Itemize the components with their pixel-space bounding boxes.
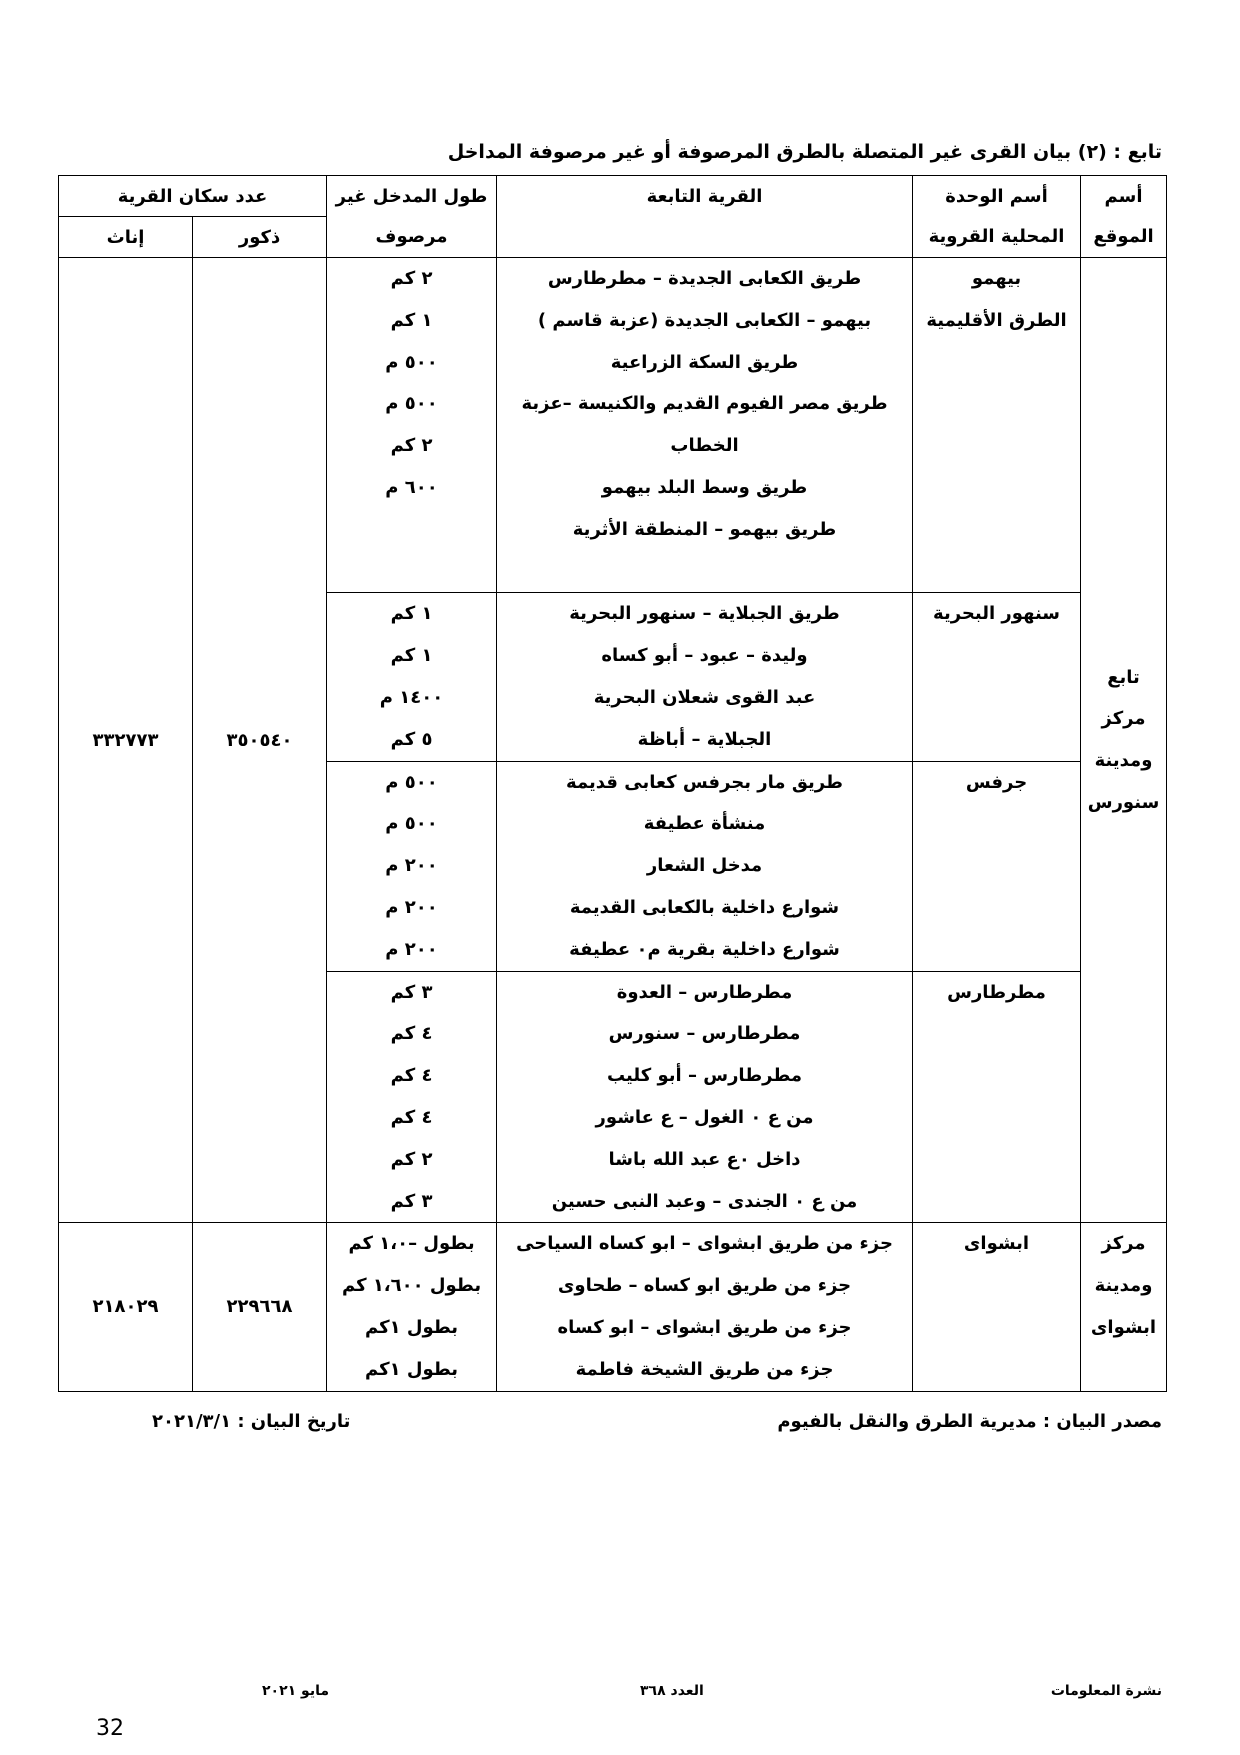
length-cell <box>327 971 497 1223</box>
village-name: الجبلاية – أباظة <box>637 728 772 750</box>
entrance-length: ١ كم <box>390 309 433 331</box>
publication-name: نشرة المعلومات <box>1050 1683 1162 1699</box>
entrance-length: ٢٠٠ م <box>385 855 438 877</box>
cell-lines <box>327 972 496 1223</box>
cell-lines <box>497 762 912 971</box>
village-name: وليدة – عبود – أبو كساه <box>601 645 808 667</box>
issue-month: مايو ٢٠٢١ <box>262 1683 330 1699</box>
village-name: عبد القوى شعلان البحرية <box>593 686 816 708</box>
entrance-length <box>327 551 496 593</box>
entrance-length: ٥٠٠ م <box>385 813 438 835</box>
females-count: ٢١٨٠٢٩ <box>59 1223 193 1391</box>
males-count: ٣٥٠٥٤٠ <box>193 258 327 1223</box>
header-village: القرية التابعة <box>497 176 913 217</box>
village-name: طريق مصر الفيوم القديم والكنيسة –عزبة <box>521 393 888 415</box>
village-name: طريق بيهمو – المنطقة الأثرية <box>572 518 837 540</box>
entrance-length: بطول –١،٠ كم <box>348 1233 475 1255</box>
site-name: مركز <box>1101 708 1146 730</box>
cell-lines <box>913 258 1080 342</box>
village-name: من ع ٠ الغول – ع عاشور <box>595 1106 814 1128</box>
site-cell <box>1081 1223 1167 1391</box>
village-name: جزء من طريق ابشواى – ابو كساه <box>557 1316 852 1338</box>
cell-lines <box>497 972 912 1223</box>
village-name: الخطاب <box>670 435 739 457</box>
village-name: طريق السكة الزراعية <box>610 351 799 373</box>
site-name: تابع <box>1107 666 1140 688</box>
village-name: مطرطارس – العدوة <box>616 981 793 1003</box>
site-name: ومدينة <box>1094 1275 1153 1297</box>
issue-number: العدد ٣٦٨ <box>640 1683 704 1699</box>
site-name: مركز <box>1101 1233 1146 1255</box>
unit-name: مطرطارس <box>947 981 1046 1003</box>
entrance-length: بطول ١،٦٠٠ كم <box>341 1275 482 1297</box>
entrance-length: ٦٠٠ م <box>385 476 438 498</box>
length-cell <box>327 1223 497 1391</box>
cell-lines <box>497 593 912 760</box>
entrance-length: ٥٠٠ م <box>385 351 438 373</box>
entrance-length: ٣ كم <box>390 981 433 1003</box>
header-females: إناث <box>59 217 193 258</box>
cell-lines <box>913 593 1080 635</box>
village-name: جزء من طريق ابو كساه – طحاوى <box>557 1275 852 1297</box>
village-name: منشأة عطيفة <box>643 813 766 835</box>
entrance-length: ٥ كم <box>390 728 433 750</box>
site-name: سنورس <box>1087 791 1160 813</box>
source-note: مصدر البيان : مديرية الطرق والنقل بالفيوم <box>777 1411 1162 1432</box>
village-name: شوارع داخلية بالكعابى القديمة <box>569 896 840 918</box>
entrance-length: بطول ١كم <box>364 1358 459 1380</box>
unit-cell <box>913 971 1081 1223</box>
unit-name: جرفس <box>965 771 1028 793</box>
village-cell <box>497 761 913 971</box>
unit-cell <box>913 258 1081 593</box>
entrance-length: ٤ كم <box>390 1065 433 1087</box>
village-name <box>497 551 912 593</box>
village-name: مدخل الشعار <box>646 855 763 877</box>
cell-lines <box>913 762 1080 804</box>
cell-lines <box>913 972 1080 1014</box>
village-cell <box>497 1223 913 1391</box>
header-length: طول المدخل غير <box>327 176 497 217</box>
cell-lines <box>327 593 496 760</box>
entrance-length: بطول ١كم <box>364 1316 459 1338</box>
table-row <box>59 258 1167 593</box>
village-cell <box>497 258 913 593</box>
entrance-length: ٢ كم <box>390 268 433 289</box>
village-name: جزء من طريق الشيخة فاطمة <box>575 1358 834 1380</box>
village-name: داخل ٠ع عبد الله باشا <box>608 1148 801 1170</box>
header-site: أسم <box>1081 176 1167 217</box>
unit-name: بيهمو <box>971 268 1022 289</box>
entrance-length: ٤ كم <box>390 1023 433 1045</box>
village-name: من ع ٠ الجندى – وعبد النبى حسين <box>551 1190 858 1212</box>
entrance-length: ٢٠٠ م <box>385 896 438 918</box>
unit-name: سنهور البحرية <box>933 603 1060 625</box>
entrance-length: ٢ كم <box>390 435 433 457</box>
length-cell <box>327 593 497 761</box>
entrance-length: ١ كم <box>390 645 433 667</box>
header-village-2 <box>497 217 913 258</box>
site-name: ومدينة <box>1094 750 1153 772</box>
females-count: ٣٣٢٧٧٣ <box>59 258 193 1223</box>
village-name: شوارع داخلية بقرية م٠ عطيفة <box>569 938 840 960</box>
entrance-length: ٣ كم <box>390 1190 433 1212</box>
entrance-length: ٢ كم <box>390 1148 433 1170</box>
cell-lines <box>327 258 496 592</box>
entrance-length <box>327 509 496 551</box>
cell-lines <box>913 1223 1080 1265</box>
length-cell <box>327 258 497 593</box>
village-name: طريق مار بجرفس كعابى قديمة <box>566 771 843 793</box>
unit-name: الطرق الأقليمية <box>926 309 1067 331</box>
table-title: تابع : (٢) بيان القرى غير المتصلة بالطرق المرصوفة أو غير مرصوفة المداخل <box>447 141 1162 163</box>
village-name: بيهمو – الكعابى الجديدة (عزبة قاسم ) <box>537 309 872 331</box>
table-row <box>59 1223 1167 1391</box>
village-name: جزء من طريق ابشواى – ابو كساه السياحى <box>516 1233 893 1255</box>
cell-lines <box>327 762 496 971</box>
header-population: عدد سكان القرية <box>59 176 327 217</box>
entrance-length: ٤ كم <box>390 1106 433 1128</box>
header-unit-2: المحلية القروية <box>913 217 1081 258</box>
unit-name: ابشواى <box>963 1233 1030 1255</box>
header-unit: أسم الوحدة <box>913 176 1081 217</box>
cell-lines <box>497 258 912 592</box>
entrance-length: ١٤٠٠ م <box>379 686 444 708</box>
cell-lines <box>497 1223 912 1390</box>
header-length-2: مرصوف <box>327 217 497 258</box>
unit-cell <box>913 761 1081 971</box>
males-count: ٢٢٩٦٦٨ <box>193 1223 327 1391</box>
entrance-length: ٥٠٠ م <box>385 393 438 415</box>
header-site-2: الموقع <box>1081 217 1167 258</box>
unit-cell <box>913 1223 1081 1391</box>
cell-lines <box>327 1223 496 1390</box>
unit-cell <box>913 593 1081 761</box>
entrance-length: ٥٠٠ م <box>385 771 438 793</box>
village-name: طريق وسط البلد بيهمو <box>601 476 808 498</box>
village-name: طريق الكعابى الجديدة – مطرطارس <box>547 268 862 289</box>
village-cell <box>497 971 913 1223</box>
site-name: ابشواى <box>1090 1316 1157 1338</box>
site-cell <box>1081 258 1167 1223</box>
village-cell <box>497 593 913 761</box>
cell-lines <box>1081 1223 1166 1348</box>
cell-lines <box>1081 657 1166 824</box>
village-name: طريق الجبلاية – سنهور البحرية <box>569 603 840 625</box>
table-body <box>59 258 1167 1392</box>
entrance-length: ١ كم <box>390 603 433 625</box>
villages-table <box>58 175 1167 1392</box>
date-note: تاريخ البيان : ٢٠٢١/٣/١ <box>152 1411 351 1432</box>
village-name: مطرطارس – سنورس <box>608 1023 801 1045</box>
village-name: مطرطارس – أبو كليب <box>607 1065 803 1087</box>
page-number: 32 <box>96 1716 124 1741</box>
length-cell <box>327 761 497 971</box>
entrance-length: ٢٠٠ م <box>385 938 438 960</box>
header-males: ذكور <box>193 217 327 258</box>
